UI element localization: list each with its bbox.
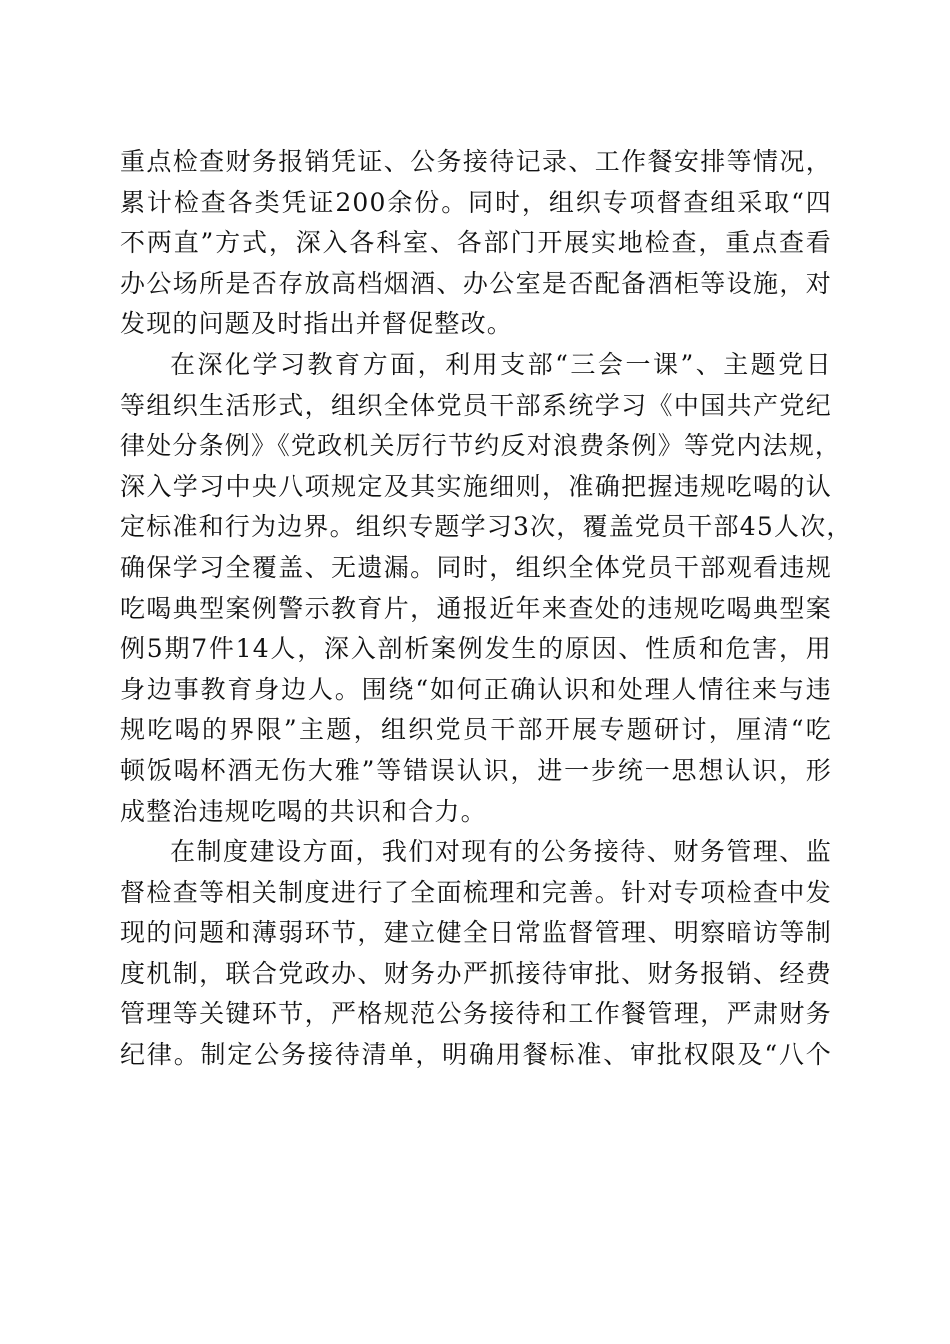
text-line: 纪律。制定公务接待清单，明确用餐标准、审批权限及“八个 (120, 1040, 832, 1070)
paragraph-institution-building (120, 832, 832, 1076)
text-line: 在深化学习教育方面，利用支部“三会一课”、主题党日 (170, 349, 832, 379)
paragraph-inspection (120, 142, 832, 345)
text-line: 督检查等相关制度进行了全面梳理和完善。针对专项检查中发 (120, 877, 832, 907)
text-line: 办公场所是否存放高档烟酒、办公室是否配备酒柜等设施，对 (120, 268, 832, 298)
text-line: 顿饭喝杯酒无伤大雅”等错误认识，进一步统一思想认识，形 (120, 755, 832, 785)
text-line: 例5期7件14人，深入剖析案例发生的原因、性质和危害，用 (120, 634, 832, 664)
text-line: 重点检查财务报销凭证、公务接待记录、工作餐安排等情况， (120, 147, 832, 176)
text-line: 确保学习全覆盖、无遗漏。同时，组织全体党员干部观看违规 (120, 552, 832, 582)
text-line: 律处分条例》《党政机关厉行节约反对浪费条例》等党内法规， (120, 431, 842, 461)
text-line: 吃喝典型案例警示教育片，通报近年来查处的违规吃喝典型案 (120, 593, 832, 623)
text-line: 定标准和行为边界。组织专题学习3次，覆盖党员干部45人次， (120, 512, 853, 542)
text-line: 度机制，联合党政办、财务办严抓接待审批、财务报销、经费 (120, 958, 832, 988)
text-line: 累计检查各类凭证200余份。同时，组织专项督查组采取“四 (120, 187, 832, 217)
text-line: 管理等关键环节，严格规范公务接待和工作餐管理，严肃财务 (120, 999, 832, 1029)
text-line: 发现的问题及时指出并督促整改。 (120, 309, 514, 339)
text-line: 不两直”方式，深入各科室、各部门开展实地检查，重点查看 (120, 228, 832, 258)
text-line: 身边事教育身边人。围绕“如何正确认识和处理人情往来与违 (120, 674, 832, 704)
paragraph-study-education (120, 345, 853, 832)
text-line: 深入学习中央八项规定及其实施细则，准确把握违规吃喝的认 (120, 471, 832, 501)
text-line: 规吃喝的界限”主题，组织党员干部开展专题研讨，厘清“吃 (120, 715, 832, 745)
text-line: 在制度建设方面，我们对现有的公务接待、财务管理、监 (170, 837, 832, 867)
text-line: 现的问题和薄弱环节，建立健全日常监督管理、明察暗访等制 (120, 918, 832, 948)
text-line: 成整治违规吃喝的共识和合力。 (120, 796, 487, 826)
text-line: 等组织生活形式，组织全体党员干部系统学习《中国共产党纪 (120, 390, 832, 420)
document-body (120, 142, 853, 1076)
